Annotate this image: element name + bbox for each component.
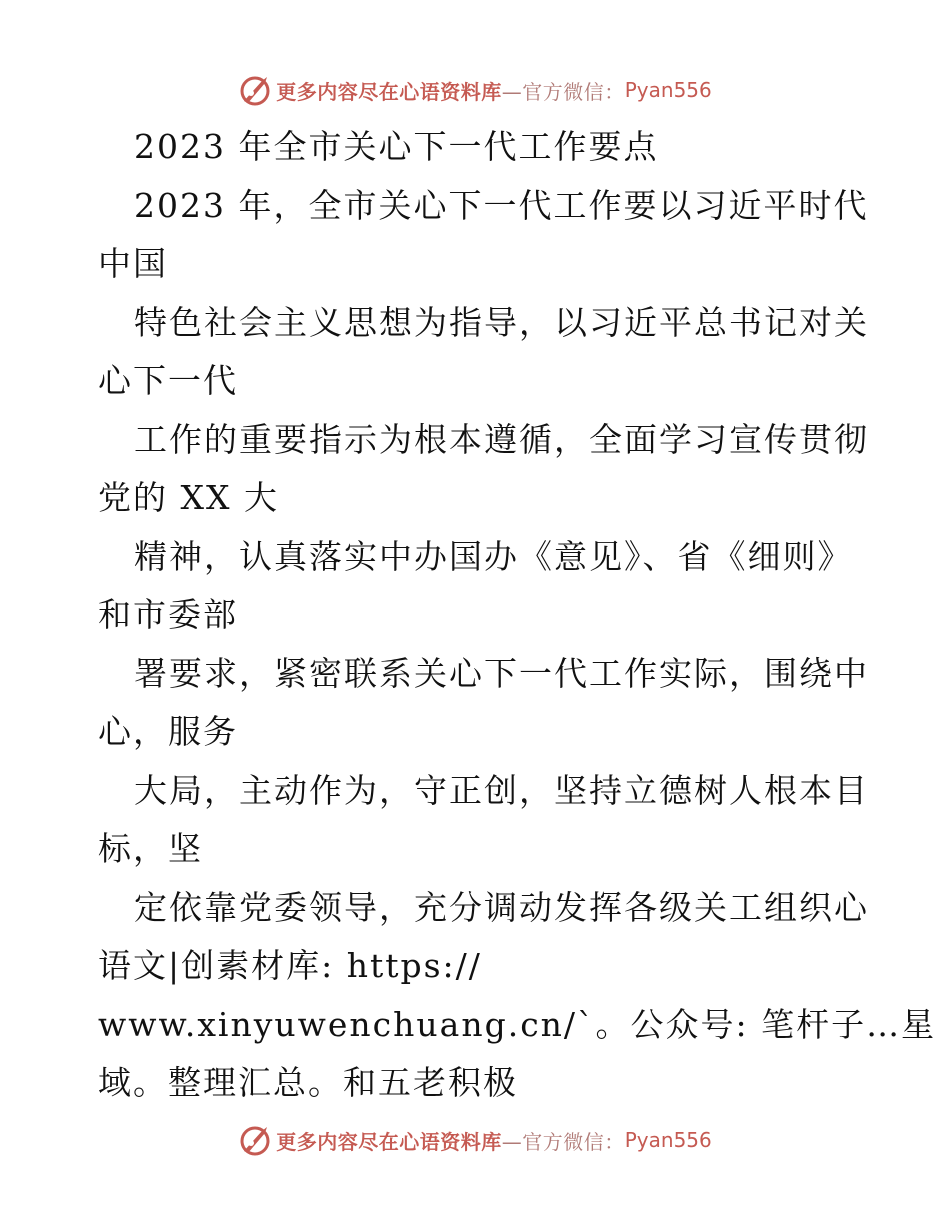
banner-wechat-id: Pyan556 xyxy=(624,1128,712,1152)
text-line: 定依靠党委领导，充分调动发挥各级关工组织心 xyxy=(134,887,869,927)
footer-watermark xyxy=(0,1120,950,1160)
banner-contact: —官方微信： xyxy=(501,1129,625,1154)
quill-logo-icon xyxy=(238,1123,272,1157)
banner-brand: 更多内容尽在心语资料库 xyxy=(276,79,502,104)
text-line: 特色社会主义思想为指导，以习近平总书记对关 xyxy=(134,302,869,342)
text-line: 和市委部 xyxy=(98,595,238,634)
text-line: 标，坚 xyxy=(98,829,203,868)
text-line: 语文|创素材库: https:// xyxy=(98,946,482,985)
text-line: www.xinyuwenchuang.cn/`。公众号: 笔杆子…星 xyxy=(98,1004,937,1044)
header-watermark xyxy=(0,70,950,110)
text-line: 中国 xyxy=(98,244,168,283)
banner-contact: —官方微信： xyxy=(501,79,625,104)
text-line: 大局，主动作为，守正创，坚持立德树人根本目 xyxy=(134,770,869,810)
text-line: 署要求，紧密联系关心下一代工作实际，围绕中 xyxy=(134,653,869,693)
document-title: 2023 年全市关心下一代工作要点 xyxy=(134,127,659,166)
quill-logo-icon xyxy=(238,73,272,107)
document-body xyxy=(98,118,937,1113)
text-line: 党的 XX 大 xyxy=(98,478,279,517)
banner-wechat-id: Pyan556 xyxy=(624,78,712,102)
text-line: 域。整理汇总。和五老积极 xyxy=(98,1063,518,1102)
banner-brand: 更多内容尽在心语资料库 xyxy=(276,1129,502,1154)
text-line: 精神，认真落实中办国办《意见》、省《细则》 xyxy=(134,536,853,576)
text-line: 心，服务 xyxy=(98,712,238,751)
text-line: 2023 年，全市关心下一代工作要以习近平时代 xyxy=(134,185,869,225)
text-line: 工作的重要指示为根本遵循，全面学习宣传贯彻 xyxy=(134,419,869,459)
text-line: 心下一代 xyxy=(98,361,238,400)
